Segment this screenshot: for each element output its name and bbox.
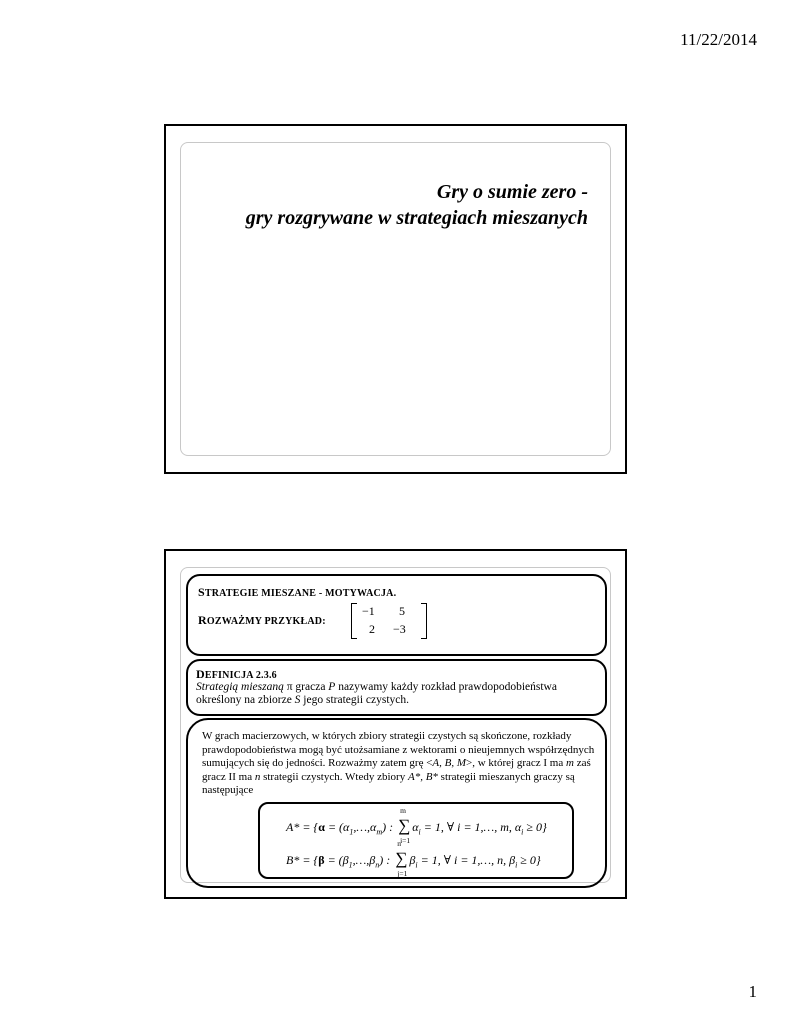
definition-heading: DEFINICJA 2.3.6 — [196, 667, 277, 681]
motivation-heading: STRATEGIE MIESZANE - MOTYWACJA. — [198, 585, 397, 599]
sum-sign: ∑ m i=1 — [398, 806, 411, 845]
matrix-cell: −1 — [362, 604, 375, 618]
matrix-left-bracket — [351, 603, 357, 639]
formula-box — [258, 802, 574, 879]
mixed-strategies-box — [186, 718, 607, 888]
formula-b-star: $B* = \{\beta = (\beta_1,\dots,\beta_n)$ : ∑ n j=1 $\beta_i = 1$, ∀ i = 1,…, n, $\beta_i \ge 0$} — [286, 839, 541, 878]
page-number: 1 — [748, 982, 757, 1001]
formula-a-star: $A* = \{\alpha = (\alpha_1,\dots,\alpha_m)$ : ∑ m i=1 $\alpha_i = 1$, ∀ i = 1,…, m, $\alpha_i \ge 0$} — [286, 806, 547, 845]
definition-box — [186, 659, 607, 716]
slide-1 — [164, 124, 627, 474]
example-heading: ROZWAŻMY PRZYKŁAD: — [198, 613, 326, 627]
slide-1-title-line-1: Gry o sumie zero - — [436, 181, 588, 203]
slide-1-title-line-2: gry rozgrywane w strategiach mieszanych — [245, 207, 588, 229]
matrix-cell: −3 — [393, 622, 406, 636]
matrix-cell: 2 — [369, 622, 375, 636]
page-date: 11/22/2014 — [680, 30, 757, 49]
slide-1-inner-frame — [180, 142, 611, 456]
payoff-matrix — [351, 603, 427, 641]
sum-sign: ∑ n j=1 — [395, 839, 408, 878]
definition-text: Strategią mieszaną π gracza P nazywamy każdy rozkład prawdopodobieństwa określony na zbiorze S jego strategii czystych. — [196, 681, 557, 706]
motivation-box — [186, 574, 607, 656]
slide-2 — [164, 549, 627, 899]
matrix-right-bracket — [421, 603, 427, 639]
slide-1-title — [246, 179, 588, 231]
mixed-strategies-paragraph: W grach macierzowych, w których zbiory strategii czystych są skończone, rozkłady prawdopodobieństwa mogą być utożsamiane z wektorami o nieujemnych współrzędnych sumujących się do jedności. Rozważmy zatem grę <A, B, M>, w której gracz I ma m zaś gracz II ma n strategii czystych. Wtedy zbiory A*, B* strategii mieszanych graczy są następujące — [202, 730, 595, 797]
matrix-cell: 5 — [399, 604, 405, 618]
